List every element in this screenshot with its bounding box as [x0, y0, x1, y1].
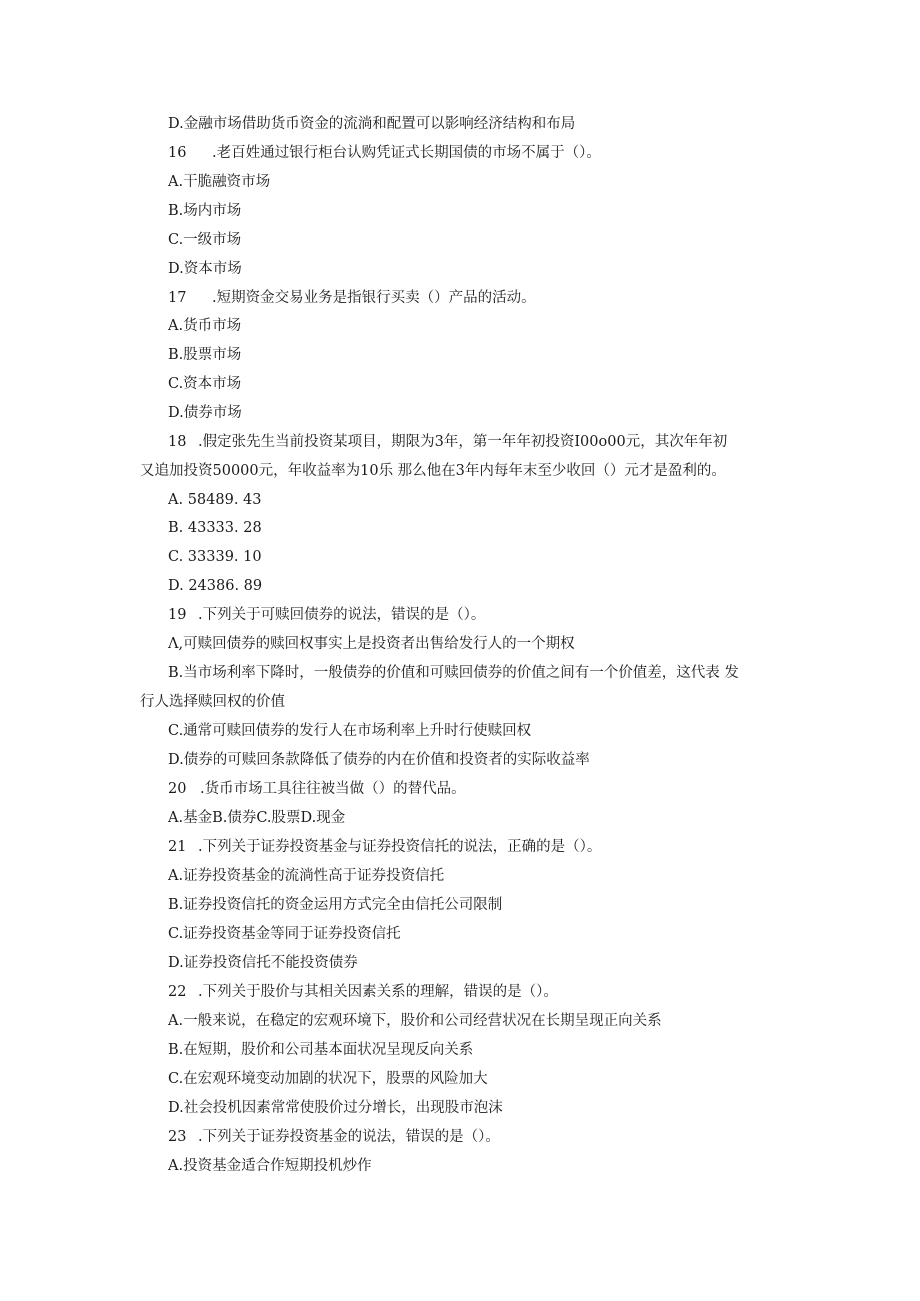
- option-a: A. 58489. 43: [168, 492, 262, 508]
- question-text: .假定张先生当前投资某项目，期限为3年，第一年年初投资I00o00元，其次年年初: [198, 434, 728, 450]
- option-d: D.社会投机因素常常使股价过分增长，出现股市泡沫: [168, 1100, 503, 1116]
- option-d: D.债券市场: [168, 405, 242, 421]
- question-number: 21: [168, 839, 187, 855]
- question-number: 18: [168, 434, 187, 450]
- question-text: .下列关于证券投资基金与证券投资信托的说法，正确的是（）。: [198, 839, 602, 855]
- option-d-q15: D.金融市场借助货币资金的流淌和配置可以影响经济结构和布局: [168, 116, 576, 132]
- question-number: 17: [168, 290, 187, 306]
- question-text: .下列关于证券投资基金的说法，错误的是（）。: [198, 1129, 500, 1145]
- option-a: A.一般来说，在稳定的宏观环境下，股价和公司经营状况在长期呈现正向关系: [168, 1013, 662, 1029]
- question-number: 20: [168, 781, 187, 797]
- option-a: A.投资基金适合作短期投机炒作: [168, 1158, 372, 1174]
- question-text: .短期资金交易业务是指银行买卖（）产品的活动。: [212, 290, 536, 306]
- question-20: [168, 779, 466, 799]
- option-d: D.资本市场: [168, 261, 242, 277]
- option-c: C.证券投资基金等同于证券投资信托: [168, 926, 401, 942]
- option-b: B.股票市场: [168, 347, 242, 363]
- question-18: [168, 432, 727, 452]
- option-b: B.在短期，股价和公司基本面状况呈现反向关系: [168, 1042, 474, 1058]
- option-d: D.债券的可赎回条款降低了债券的内在价值和投资者的实际收益率: [168, 752, 590, 768]
- options-inline: A.基金B.债券C.股票D.现金: [168, 810, 346, 826]
- option-b: B.场内市场: [168, 203, 242, 219]
- option-c: C.在宏观环境变动加剧的状况下，股票的风险加大: [168, 1071, 488, 1087]
- option-d: D.证券投资信托不能投资债券: [168, 955, 358, 971]
- question-number: 23: [168, 1129, 187, 1145]
- question-17: [168, 288, 536, 308]
- question-21: [168, 837, 601, 857]
- option-b: B. 43333. 28: [168, 520, 262, 536]
- question-number: 22: [168, 984, 187, 1000]
- question-number: 19: [168, 607, 187, 623]
- option-c: C. 33339. 10: [168, 549, 262, 565]
- option-a: A.证券投资基金的流淌性高于证券投资信托: [168, 868, 445, 884]
- question-22: [168, 982, 558, 1002]
- option-c: C.通常可赎回债券的发行人在市场利率上升时行使赎回权: [168, 723, 532, 739]
- question-text: .下列关于可赎回债券的说法，错误的是（）。: [198, 607, 486, 623]
- option-b-continued: 行人选择赎回权的价值: [140, 694, 285, 710]
- question-19: [168, 605, 485, 625]
- question-text: .货币市场工具往往被当做（）的替代品。: [200, 781, 466, 797]
- question-text: .老百姓通过银行柜台认购凭证式长期国债的市场不属于（）。: [212, 145, 601, 161]
- option-c: C.一级市场: [168, 232, 242, 248]
- option-b: B.当市场利率下降时，一般债券的价值和可赎回债券的价值之间有一个价值差，这代表 发: [168, 665, 739, 681]
- question-16: [168, 143, 601, 163]
- option-a: A.干脆融资市场: [168, 174, 271, 190]
- question-number: 16: [168, 145, 187, 161]
- option-a: Λ,可赎回债券的赎回权事实上是投资者出售给发行人的一个期权: [168, 636, 575, 652]
- option-a: A.货币市场: [168, 318, 242, 334]
- question-text-continued: 又追加投资50000元，年收益率为10乐 那么他在3年内每年末至少收回（）元才是盈利的。: [140, 463, 726, 479]
- question-23: [168, 1127, 500, 1147]
- option-b: B.证券投资信托的资金运用方式完全由信托公司限制: [168, 897, 503, 913]
- option-d: D. 24386. 89: [168, 578, 263, 594]
- question-text: .下列关于股价与其相关因素关系的理解，错误的是（）。: [198, 984, 558, 1000]
- option-c: C.资本市场: [168, 376, 242, 392]
